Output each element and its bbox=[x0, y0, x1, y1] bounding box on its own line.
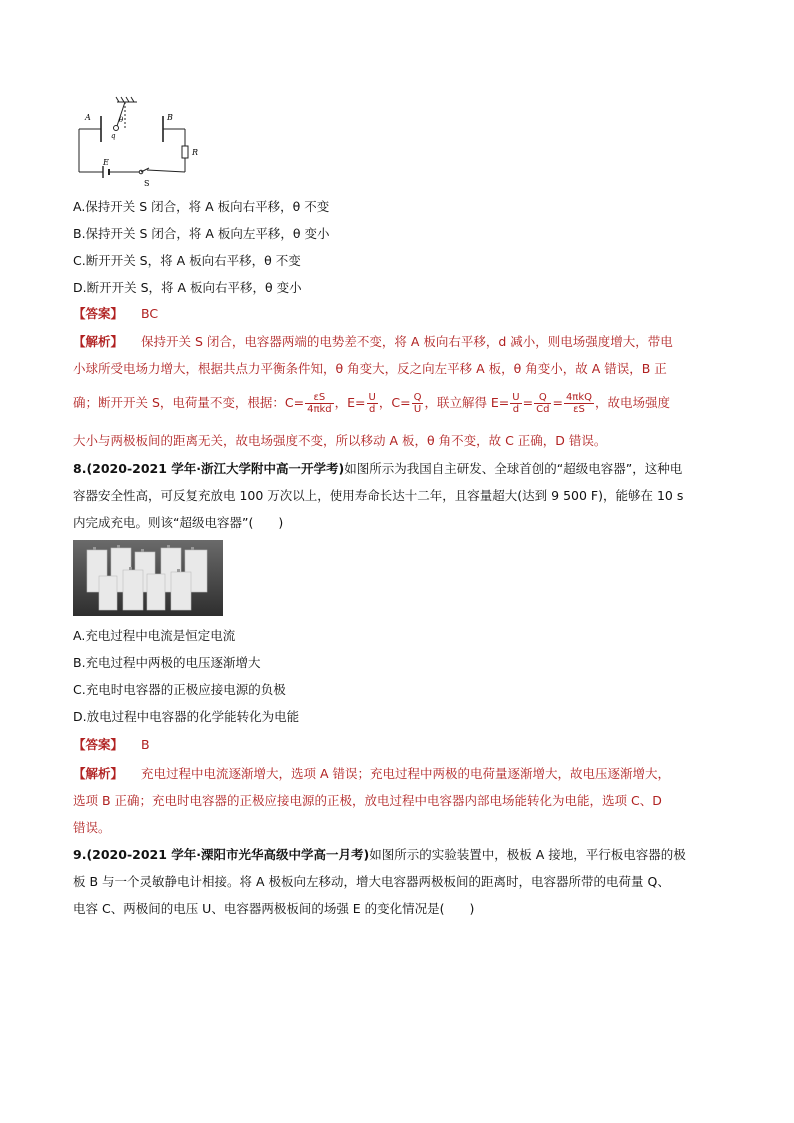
q7-answer bbox=[73, 305, 158, 323]
q8-stem-line-3: 内完成充电。则该“超级电容器”( ) bbox=[73, 515, 284, 530]
q7-analysis-line-1: 【解析】 保持开关 S 闭合，电容器两端的电势差不变，将 A 板向右平移，d 减小，则电场强度增大，带电 bbox=[73, 334, 673, 349]
supercapacitor-photo bbox=[73, 540, 223, 616]
q7-analysis-line-2: 小球所受电场力增大，根据共点力平衡条件知，θ 角变大，反之向左平移 A 板，θ 角变小，故 A 错误，B 正 bbox=[73, 361, 667, 376]
q9-source: (2020-2021 学年·溧阳市光华高级中学高一月考) bbox=[86, 847, 370, 862]
q9-stem-line-3: 电容 C、两极间的电压 U、电容器两极板间的场强 E 的变化情况是( ) bbox=[73, 901, 475, 916]
q8-option-d: D.放电过程中电容器的化学能转化为电能 bbox=[73, 709, 300, 724]
q8-source: (2020-2021 学年·浙江大学附中高一开学考) bbox=[86, 461, 345, 476]
label-plate-a: A bbox=[85, 113, 91, 122]
capacitor-circuit-diagram bbox=[73, 96, 203, 192]
label-plate-b: B bbox=[167, 113, 173, 122]
label-resistor: R bbox=[192, 148, 199, 157]
q8-option-a: A.充电过程中电流是恒定电流 bbox=[73, 628, 236, 643]
q8-option-b: B.充电过程中两极的电压逐渐增大 bbox=[73, 655, 261, 670]
q7-option-c: C.断开开关 S，将 A 板向右平移，θ 不变 bbox=[73, 253, 301, 268]
q8-stem-line-2: 容器安全性高，可反复充放电 100 万次以上，使用寿命长达十二年，且容量超大(达到 9 500 F)，能够在 10 s bbox=[73, 488, 684, 503]
analysis-tag: 【解析】 bbox=[73, 334, 124, 349]
answer-value: BC bbox=[141, 306, 159, 321]
q8-analysis-line-1: 【解析】 充电过程中电流逐渐增大，选项 A 错误；充电过程中两极的电荷量逐渐增大，故电压逐渐增大， bbox=[73, 766, 670, 781]
answer-tag: 【答案】 bbox=[73, 306, 124, 321]
q9-stem-line-2: 板 B 与一个灵敏静电计相接。将 A 极板向左移动，增大电容器两极板间的距离时，电容器所带的电荷量 Q、 bbox=[73, 874, 670, 889]
q7-option-d: D.断开开关 S，将 A 板向右平移，θ 变小 bbox=[73, 280, 302, 295]
q8-answer: 【答案】 B bbox=[73, 737, 150, 752]
q9-stem-line-1: 9.(2020-2021 学年·溧阳市光华高级中学高一月考)如图所示的实验装置中，极板 A 接地，平行板电容器的极 bbox=[73, 847, 686, 862]
q7-analysis-line-4: 大小与两极板间的距离无关，故电场强度不变，所以移动 A 板，θ 角不变，故 C 正确，D 错误。 bbox=[73, 433, 607, 448]
label-theta: θ bbox=[119, 116, 124, 124]
label-switch: S bbox=[144, 179, 150, 188]
q7-analysis-line-3: 确；断开开关 S，电荷量不变，根据：C= $\frac{\varepsilon S}{\text{4πkd}}$ ，E= $\frac{U}{d}$ ，C= $\frac{Q}{U}$ ，联立解得 E= $\frac{U}{d}$ = $\frac{Q}{Cd}$ = $\frac{\text{4πkQ}}{\varepsilon S}$ ，故电场强度 bbox=[73, 392, 670, 415]
charged-ball bbox=[114, 126, 119, 131]
q7-option-b: B.保持开关 S 闭合，将 A 板向左平移，θ 变小 bbox=[73, 226, 330, 241]
q7-option-a: A.保持开关 S 闭合，将 A 板向右平移，θ 不变 bbox=[73, 199, 330, 214]
q8-analysis-line-2: 选项 B 正确；充电时电容器的正极应接电源的正极，放电过程中电容器内部电场能转化为电能，选项 C、D bbox=[73, 793, 662, 808]
q8-analysis-line-3: 错误。 bbox=[73, 820, 111, 835]
q8-option-c: C.充电时电容器的正极应接电源的负极 bbox=[73, 682, 286, 697]
label-charge: q bbox=[111, 132, 116, 140]
label-battery: E bbox=[103, 158, 109, 167]
q8-stem-line-1: 8.(2020-2021 学年·浙江大学附中高一开学考)如图所示为我国自主研发、全球首创的“超级电容器”，这种电 bbox=[73, 461, 683, 476]
